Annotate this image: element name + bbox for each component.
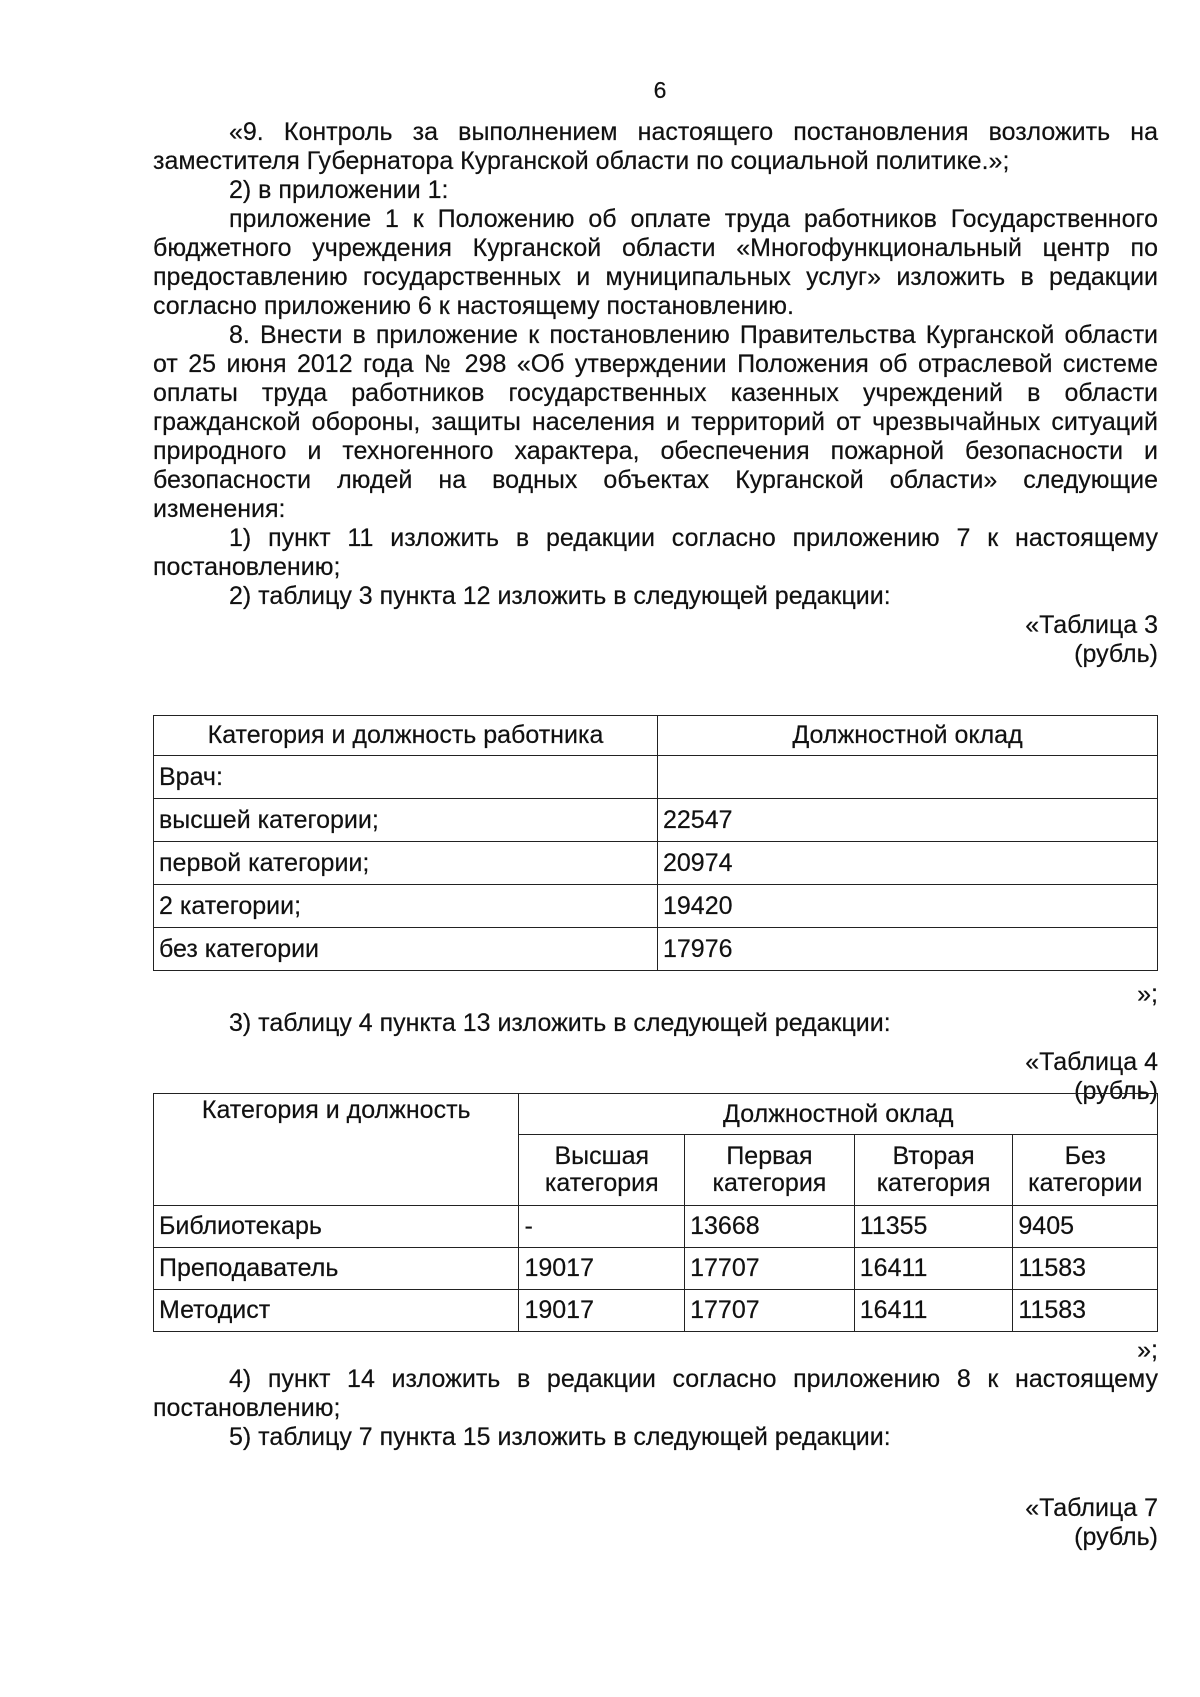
table-row [154,842,1158,885]
table3-header-salary: Должностной оклад [658,716,1158,756]
point-8: 8. Внести в приложение к постановлению Правительства Курганской области от 25 июня 2012 года № 298 «Об утверждении Положения об отраслевой системе оплаты труда работников государственных казенных учреждений в области гражданской обороны, защиты населения и территорий от чрезвычайных ситуаций природного и техногенного характера, обеспечения пожарной безопасности и безопасности людей на водных объектах Курганской области» следующие изменения: [153,321,1158,523]
table3-cell: 19420 [658,885,1158,928]
table3-header-category: Категория и должность работника [154,716,658,756]
item-2: 2) в приложении 1: [229,176,449,204]
table3-cell: 20974 [658,842,1158,885]
table4-unit: (рубль) [1074,1077,1158,1105]
subitem-4: 4) пункт 14 изложить в редакции согласно приложению 8 к настоящему постановлению; [153,1365,1158,1422]
table3-cell: Врач: [154,756,658,799]
subitem-5: 5) таблицу 7 пункта 15 изложить в следующей редакции: [229,1423,891,1451]
subitem-3: 3) таблицу 4 пункта 13 изложить в следующей редакции: [229,1009,891,1037]
table3-end-mark: »; [1137,980,1158,1008]
table4-cell: Библиотекарь [154,1206,519,1248]
table4-cell: 16411 [854,1248,1013,1290]
text-block-middle [153,980,1158,1106]
table3-cell: 17976 [658,928,1158,971]
table-row [154,1248,1158,1290]
table-row [154,799,1158,842]
table4-cell: Методист [154,1290,519,1332]
table7-title: «Таблица 7 [1025,1494,1158,1522]
table3-cell: 2 категории; [154,885,658,928]
table4-header-row [154,1094,1158,1135]
table4-cell: 11583 [1013,1248,1158,1290]
table4-cell: 19017 [519,1290,685,1332]
table3-cell: 22547 [658,799,1158,842]
table3-title: «Таблица 3 [1025,611,1158,639]
table4-cell: 9405 [1013,1206,1158,1248]
table4-title: «Таблица 4 [1025,1048,1158,1076]
subitem-2: 2) таблицу 3 пункта 12 изложить в следующей редакции: [229,582,891,610]
table3-cell: первой категории; [154,842,658,885]
appendix-paragraph: приложение 1 к Положению об оплате труда работников Государственного бюджетного учреждения Курганской области «Многофункциональный центр по предоставлению государственных и муниципальных услуг» изложить в редакции согласно приложению 6 к настоящему постановлению. [153,205,1158,320]
table-row [154,756,1158,799]
text-block-bottom [153,1336,1158,1552]
table4-header-category: Категория и должность [154,1094,519,1206]
paragraph-9: «9. Контроль за выполнением настоящего постановления возложить на заместителя Губернатора Курганской области по социальной политике.»; [153,118,1158,175]
table4-cell: 17707 [685,1248,855,1290]
table-row [154,885,1158,928]
table-row [154,1206,1158,1248]
table-3 [153,715,1158,971]
table4-subheader: Высшая категория [519,1135,685,1206]
table4-cell: 11355 [854,1206,1013,1248]
table4-cell: Преподаватель [154,1248,519,1290]
table4-wrapper [153,1093,1158,1332]
table4-subheader: Первая категория [685,1135,855,1206]
table3-unit: (рубль) [1074,640,1158,668]
table3-cell [658,756,1158,799]
table4-cell: 16411 [854,1290,1013,1332]
table4-header-group: Должностной оклад [519,1094,1158,1135]
table-row [154,928,1158,971]
table-4 [153,1093,1158,1332]
subitem-1: 1) пункт 11 изложить в редакции согласно приложению 7 к настоящему постановлению; [153,524,1158,581]
table4-cell: - [519,1206,685,1248]
table3-header-row [154,716,1158,756]
table3-cell: без категории [154,928,658,971]
table4-cell: 13668 [685,1206,855,1248]
table4-cell: 11583 [1013,1290,1158,1332]
table4-subheader: Вторая категория [854,1135,1013,1206]
table4-cell: 19017 [519,1248,685,1290]
table-row [154,1290,1158,1332]
table4-subheader: Без категории [1013,1135,1158,1206]
text-block-top [153,118,1158,669]
table7-unit: (рубль) [1074,1523,1158,1551]
table3-wrapper [153,715,1158,971]
table4-end-mark: »; [1137,1336,1158,1364]
table3-cell: высшей категории; [154,799,658,842]
table4-cell: 17707 [685,1290,855,1332]
page-number: 6 [653,77,667,103]
